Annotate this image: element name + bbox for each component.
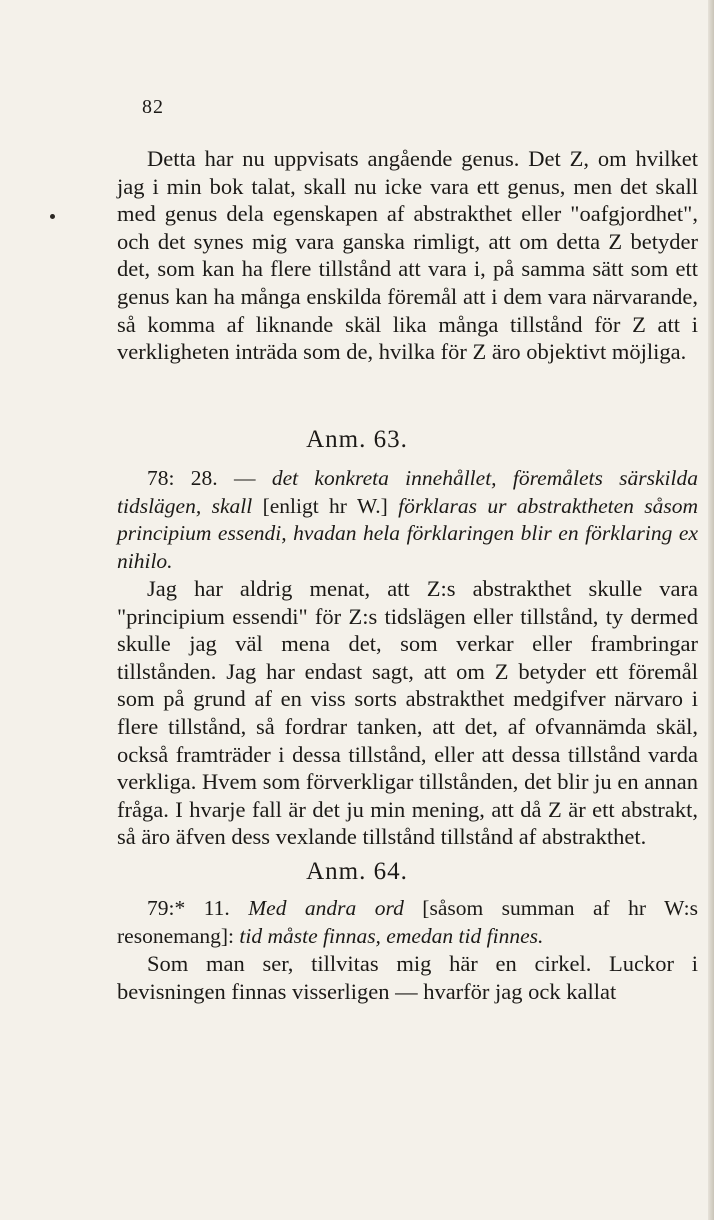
paragraph-1-text: Detta har nu uppvisats angående genus. Det Z, om hvilket jag i min bok talat, skall nu icke vara ett genus, men det skall med genus dela egenskapen af abstrakthet eller "oafgjordhet", och det synes mig vara ganska rimligt, att om detta Z betyder det, som kan ha flere tillstånd att vara i, på samma sätt som ett genus kan ha många enskilda föremål att i dem vara närvarande, så komma af liknande skäl lika många tillstånd för Z att i verkligheten inträda som de, hvilka för Z äro objektivt möjliga. bbox=[117, 146, 698, 365]
paragraph-3 bbox=[117, 950, 698, 1005]
note-63-quote-2: förklaras ur abstraktheten såsom principium essendi, hvadan hela förklaringen blir en förklaring ex nihilo. bbox=[117, 493, 699, 573]
note-64-ref: 79:* 11. bbox=[147, 896, 230, 920]
margin-dot bbox=[50, 214, 55, 219]
note-63-ref: 78: 28. — bbox=[147, 466, 256, 490]
note-64-bracket: [såsom summan af hr W:s resonemang]: bbox=[117, 896, 698, 948]
paragraph-1 bbox=[117, 145, 698, 366]
note-64-quote-1: Med andra ord bbox=[248, 896, 404, 920]
page-number: 82 bbox=[142, 96, 164, 118]
note-64-quote-2: tid måste finnas, emedan tid finnes. bbox=[239, 923, 544, 948]
note-heading-63: Anm. 63. bbox=[306, 426, 408, 453]
paragraph-2 bbox=[117, 575, 698, 851]
paragraph-3-text: Som man ser, tillvitas mig här en cirkel. Luckor i bevisningen finnas visserligen — hvarför jag ock kallat bbox=[117, 951, 698, 1004]
note-63-quote-1: det konkreta innehållet, föremålets särskilda tidslägen, skall bbox=[117, 466, 698, 518]
note-64 bbox=[117, 895, 698, 950]
paragraph-2-text: Jag har aldrig menat, att Z:s abstrakthet skulle vara "principium essendi" för Z:s tidslägen eller tillstånd, ty dermed skulle jag väl mena det, som verkar eller frambringar tillstånden. Jag har endast sagt, att om Z betyder ett föremål som på grund af en viss sorts abstrakthet medgifver närvaro i flere tillstånd, så fordrar tanken, att det, af ofvannämda skäl, också framträder i dessa tillstånd, eller att dessa tillstånd varda verkliga. Hvem som förverkligar tillstånden, det blir ju en annan fråga. I hvarje fall är det ju min mening, att då Z är ett abstrakt, så äro äfven dess vexlande tillstånd tillstånd af abstrakthet. bbox=[117, 576, 698, 850]
note-63-bracket: [enligt hr W.] bbox=[262, 493, 388, 518]
note-heading-64: Anm. 64. bbox=[306, 858, 408, 885]
note-63 bbox=[117, 465, 698, 575]
page-edge bbox=[708, 0, 714, 1220]
